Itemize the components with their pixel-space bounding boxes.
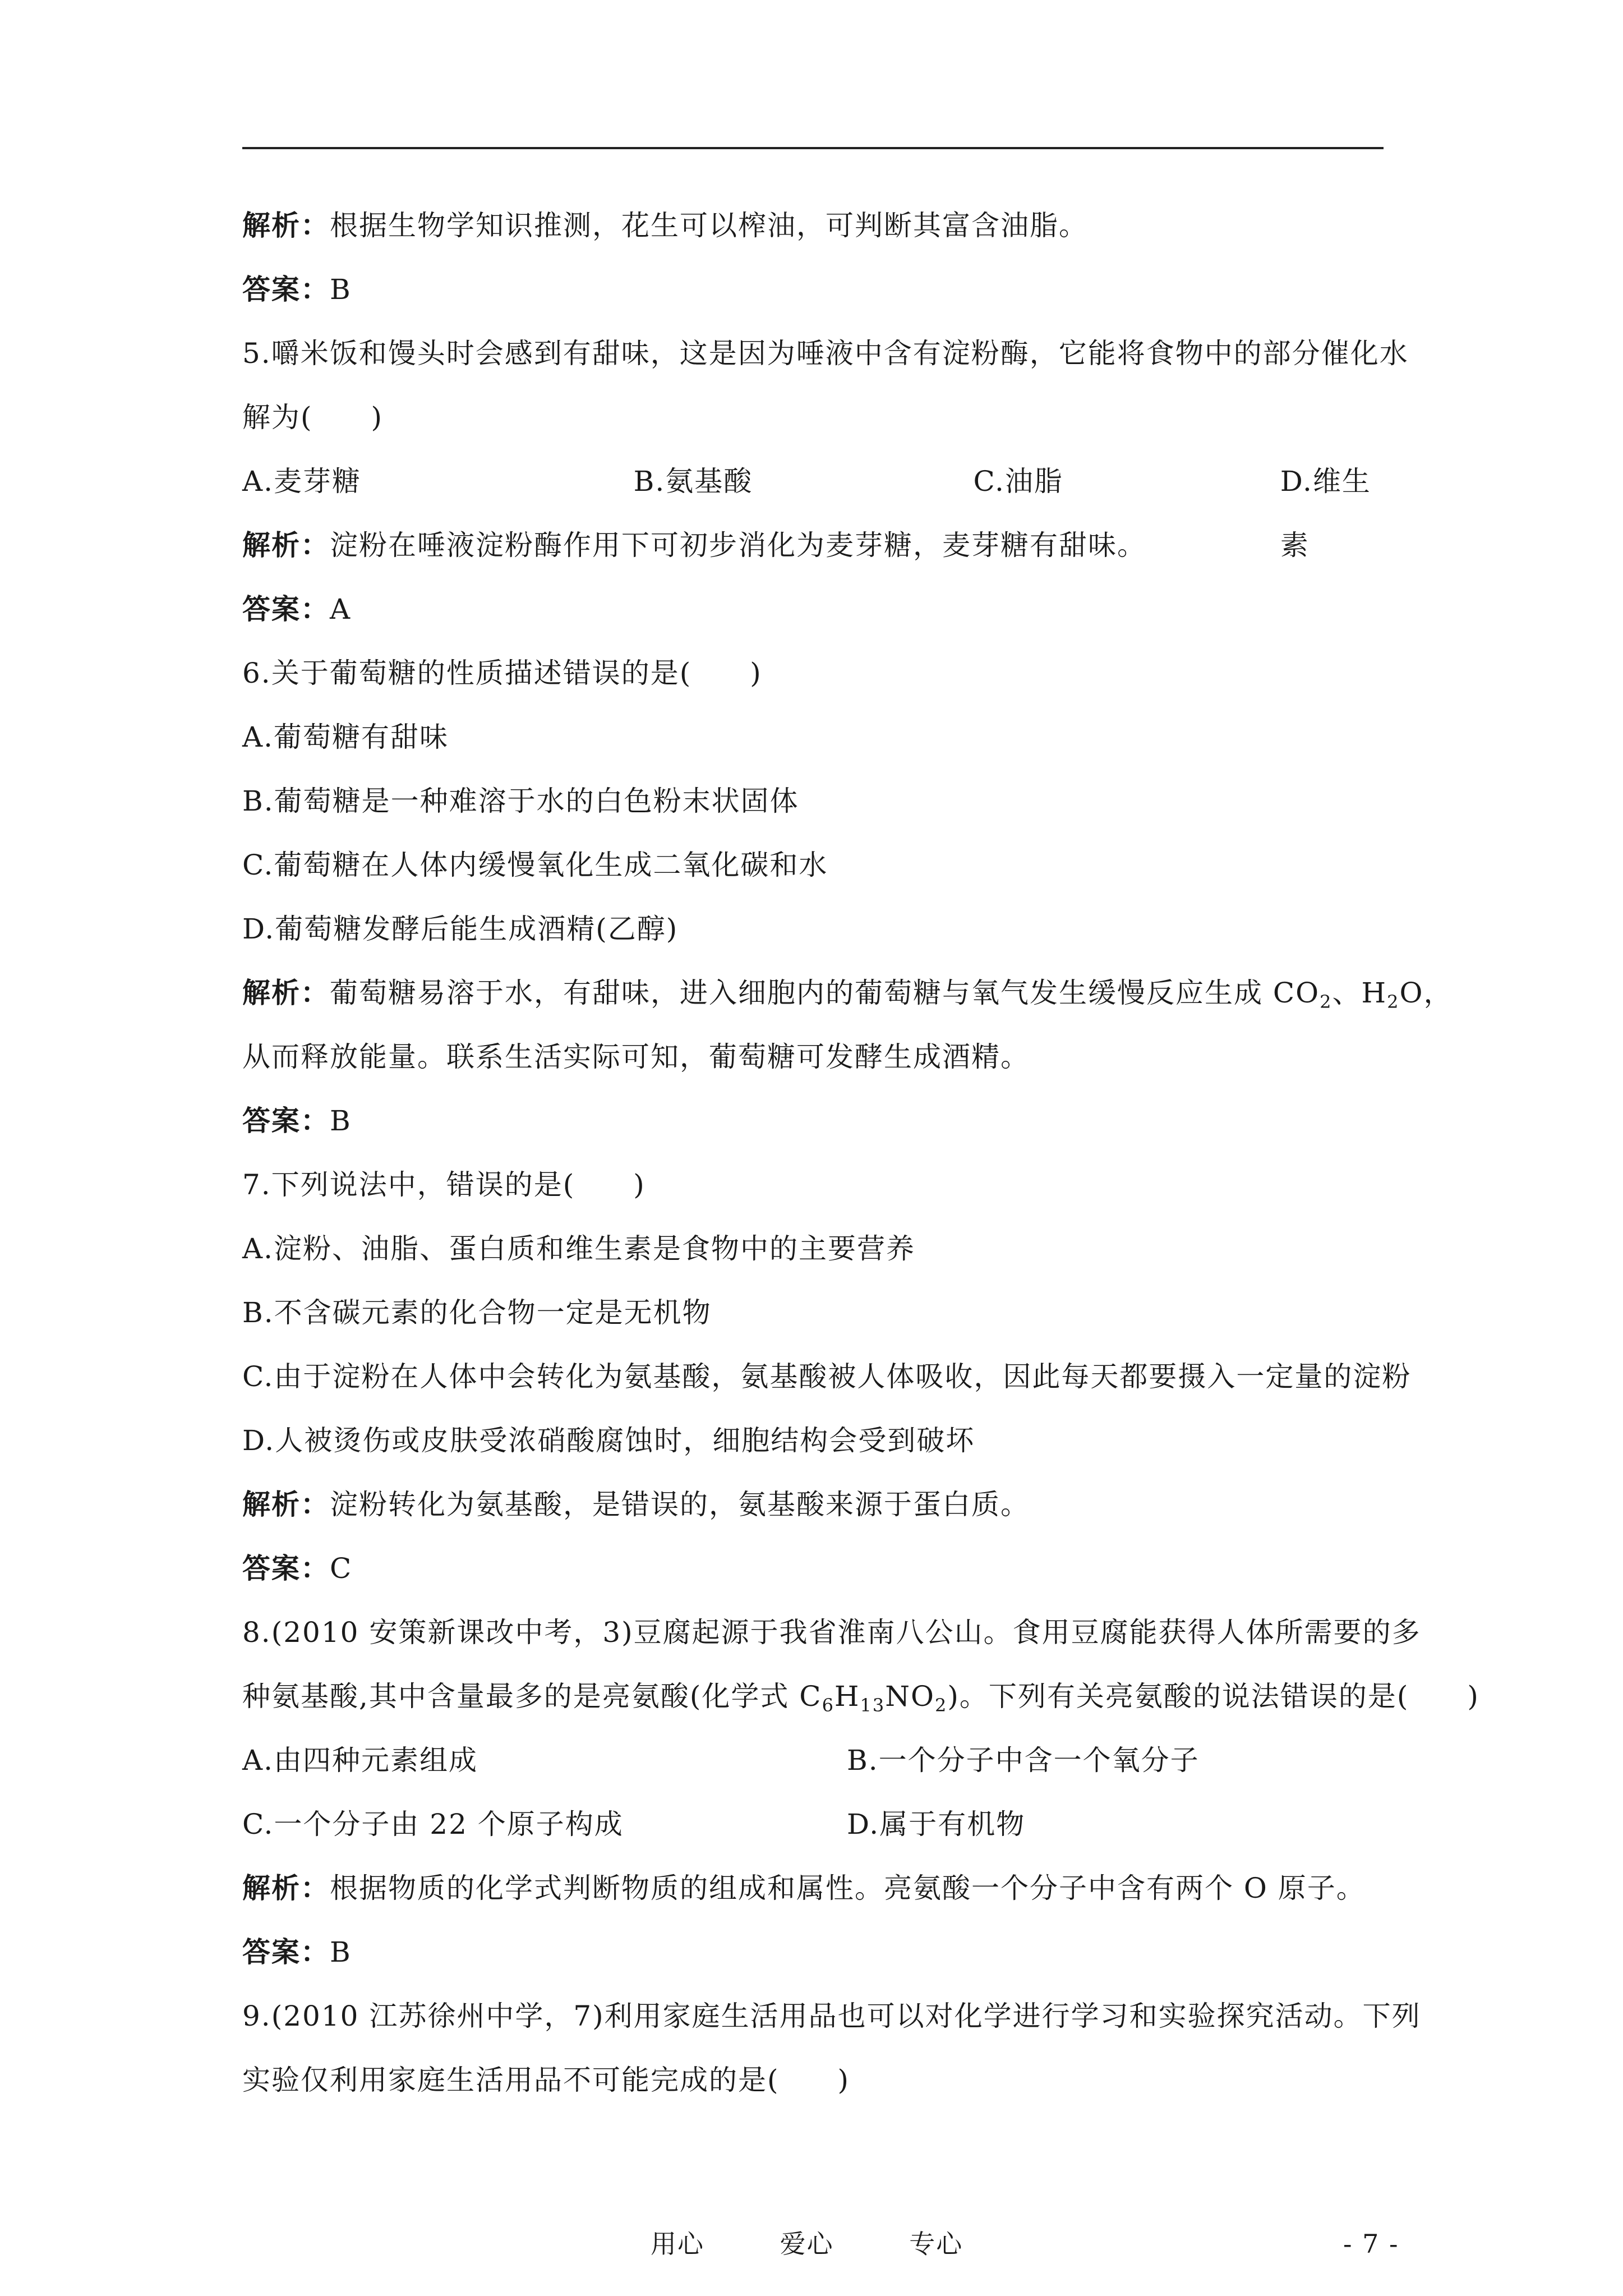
q5-option-c: C.油脂	[973, 465, 1063, 498]
q8-option-b: B.一个分子中含一个氧分子	[847, 1744, 1200, 1777]
q5-option-a: A.麦芽糖	[242, 465, 362, 498]
q8-stem-text-a: 种氨基酸,其中含量最多的是亮氨酸(化学式 C	[242, 1680, 822, 1713]
q8-stem-text-b: H	[834, 1680, 860, 1713]
q4-answer-value: B	[330, 273, 352, 306]
footer-motto-2: 爱心	[780, 2229, 834, 2259]
q6-analysis-text-c: O，	[1399, 977, 1453, 1009]
q6-answer	[242, 1089, 1398, 1153]
q6-analysis-line1	[242, 961, 1453, 1025]
answer-label: 答案：	[242, 1104, 330, 1137]
q7-option-c: C.由于淀粉在人体中会转化为氨基酸，氨基酸被人体吸收，因此每天都要摄入一定量的淀粉	[242, 1360, 1412, 1393]
analysis-label: 解析：	[242, 976, 330, 1009]
q4-analysis	[242, 194, 1398, 257]
footer-motto-1: 用心	[651, 2229, 704, 2259]
q8-options-row1	[242, 1728, 1398, 1792]
header-rule	[242, 147, 1384, 149]
q6-stem: 6.关于葡萄糖的性质描述错误的是( )	[242, 657, 762, 689]
answer-label: 答案：	[242, 273, 330, 306]
q8-option-a: A.由四种元素组成	[242, 1744, 478, 1777]
q8-stem-text-c: NO	[885, 1680, 935, 1713]
q8-analysis	[242, 1856, 1398, 1920]
page-number: - 7 -	[1343, 2229, 1399, 2259]
q9-stem-line2: 实验仅利用家庭生活用品不可能完成的是( )	[242, 2064, 850, 2096]
q9-stem-line1: 9.(2010 江苏徐州中学，7)利用家庭生活用品也可以对化学进行学习和实验探究活动。下列	[242, 2000, 1421, 2032]
analysis-label: 解析：	[242, 1488, 330, 1521]
analysis-label: 解析：	[242, 528, 330, 562]
document-body	[242, 194, 1479, 2112]
q7-stem: 7.下列说法中，错误的是( )	[242, 1168, 645, 1201]
q5-stem-line2: 解为( )	[242, 401, 384, 434]
q5-analysis	[242, 513, 1398, 577]
q6-analysis-line2: 从而释放能量。联系生活实际可知，葡萄糖可发酵生成酒精。	[242, 1041, 1030, 1073]
q4-answer	[242, 257, 1398, 321]
subscript: 13	[860, 1695, 886, 1716]
q5-option-d: D.维生素	[1280, 465, 1371, 562]
q8-answer-value: B	[330, 1936, 352, 1968]
q7-analysis	[242, 1473, 1398, 1536]
q5-answer	[242, 577, 1398, 641]
page-footer	[0, 2221, 1623, 2266]
q7-analysis-text: 淀粉转化为氨基酸，是错误的，氨基酸来源于蛋白质。	[330, 1488, 1030, 1521]
q8-option-d: D.属于有机物	[847, 1808, 1026, 1841]
q5-stem-line1: 5.嚼米饭和馒头时会感到有甜味，这是因为唾液中含有淀粉酶，它能将食物中的部分催化水	[242, 337, 1409, 370]
q6-option-c: C.葡萄糖在人体内缓慢氧化生成二氧化碳和水	[242, 849, 828, 881]
q6-option-d: D.葡萄糖发酵后能生成酒精(乙醇)	[242, 913, 679, 945]
q8-option-c: C.一个分子由 22 个原子构成	[242, 1808, 624, 1841]
q8-stem-line2	[242, 1664, 1479, 1728]
q7-option-d: D.人被烫伤或皮肤受浓硝酸腐蚀时，细胞结构会受到破坏	[242, 1424, 975, 1457]
subscript: 2	[1320, 991, 1332, 1013]
q6-answer-value: B	[330, 1105, 352, 1137]
q8-analysis-text: 根据物质的化学式判断物质的组成和属性。亮氨酸一个分子中含有两个 O 原子。	[330, 1872, 1366, 1904]
q7-option-b: B.不含碳元素的化合物一定是无机物	[242, 1296, 712, 1329]
q8-answer	[242, 1920, 1398, 1984]
q6-option-a: A.葡萄糖有甜味	[242, 721, 449, 753]
analysis-label: 解析：	[242, 209, 330, 242]
subscript: 2	[1387, 991, 1400, 1013]
q5-answer-value: A	[330, 593, 352, 625]
footer-motto-3: 专心	[909, 2229, 963, 2259]
q6-option-b: B.葡萄糖是一种难溶于水的白色粉末状固体	[242, 785, 799, 817]
q6-analysis-text-a: 葡萄糖易溶于水，有甜味，进入细胞内的葡萄糖与氧气发生缓慢反应生成 CO	[330, 977, 1320, 1009]
q5-option-b: B.氨基酸	[633, 465, 753, 498]
analysis-label: 解析：	[242, 1871, 330, 1904]
q6-analysis-text-b: 、H	[1332, 977, 1387, 1009]
answer-label: 答案：	[242, 1935, 330, 1968]
subscript: 6	[822, 1695, 834, 1716]
q7-answer	[242, 1536, 1398, 1600]
footer-motto	[651, 2221, 1029, 2266]
q5-analysis-text: 淀粉在唾液淀粉酶作用下可初步消化为麦芽糖，麦芽糖有甜味。	[330, 529, 1146, 562]
q7-answer-value: C	[330, 1552, 353, 1585]
q8-options-row2	[242, 1792, 1398, 1856]
q4-analysis-text: 根据生物学知识推测，花生可以榨油，可判断其富含油脂。	[330, 209, 1088, 242]
q8-stem-line1: 8.(2010 安策新课改中考，3)豆腐起源于我省淮南八公山。食用豆腐能获得人体所需要的多	[242, 1616, 1421, 1649]
subscript: 2	[935, 1695, 948, 1716]
q7-option-a: A.淀粉、油脂、蛋白质和维生素是食物中的主要营养	[242, 1232, 916, 1265]
answer-label: 答案：	[242, 1552, 330, 1585]
answer-label: 答案：	[242, 592, 330, 625]
q8-stem-text-d: )。下列有关亮氨酸的说法错误的是( )	[947, 1680, 1479, 1713]
